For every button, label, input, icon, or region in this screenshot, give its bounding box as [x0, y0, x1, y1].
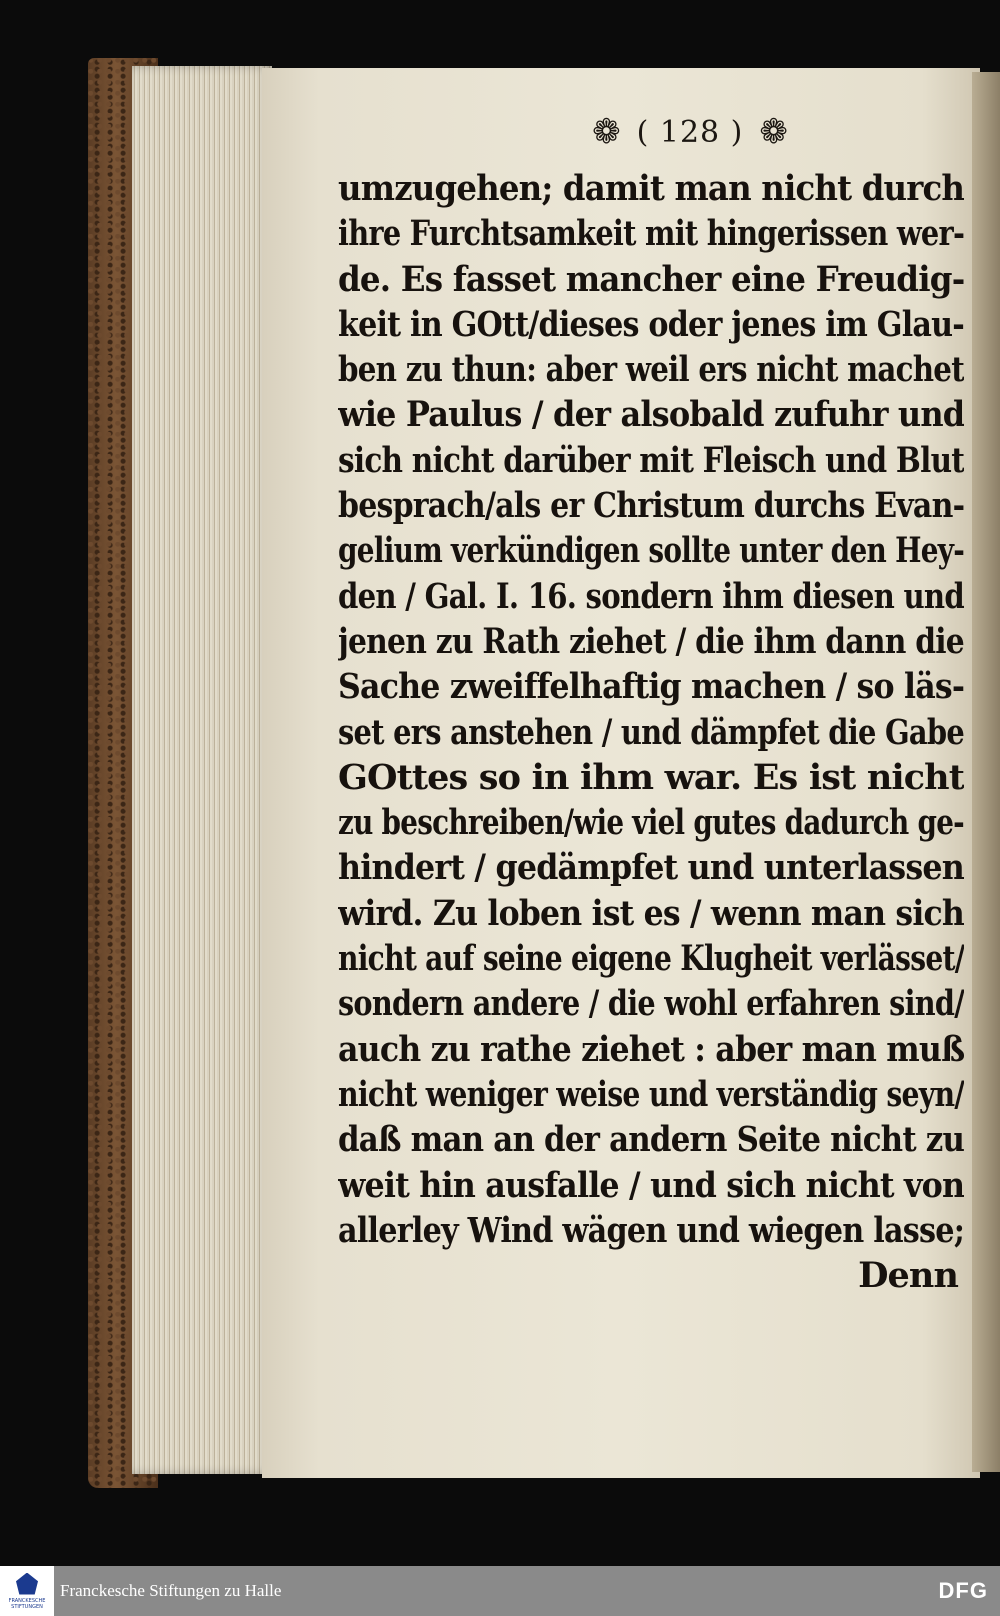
text-line: auch zu rathe ziehet : aber man muß [338, 1028, 964, 1070]
text-line: wird. Zu loben ist es / wenn man sich [338, 892, 964, 934]
text-line: den / Gal. I. 16. sondern ihm diesen und [338, 575, 964, 617]
page-stack [132, 66, 272, 1474]
text-line: wie Paulus / der alsobald zufuhr und [338, 394, 965, 436]
page-header [530, 108, 850, 156]
text-line: besprach/als er Christum durchs Evan- [338, 485, 965, 527]
text-line: ben zu thun: aber weil ers nicht machet [338, 349, 964, 391]
logo-caption: FRANCKESCHE STIFTUNGEN [8, 1597, 46, 1610]
dfg-logo[interactable]: DFG [938, 1578, 988, 1603]
text-line: nicht weniger weise und verständig seyn/ [338, 1073, 965, 1115]
flower-ornament-right-icon: ❁ [759, 112, 788, 152]
text-line: zu beschreiben/wie viel gutes dadurch ge- [338, 802, 964, 844]
page-number: ( 128 ) [636, 114, 744, 150]
footer-bar [0, 1566, 1000, 1616]
text-line: hindert / gedämpfet und unterlassen [338, 847, 964, 889]
text-line: jenen zu Rath ziehet / die ihm dann die [338, 620, 964, 662]
flower-ornament-left-icon: ❁ [592, 112, 621, 152]
text-line: nicht auf seine eigene Klugheit verlässet/ [338, 938, 965, 980]
next-page-edge [972, 72, 1000, 1472]
text-line: sondern andere / die wohl erfahren sind/ [338, 983, 964, 1025]
page-text [338, 166, 964, 1298]
institution-title[interactable]: Franckesche Stiftungen zu Halle [60, 1581, 282, 1600]
text-line: set ers anstehen / und dämpfet die Gabe [338, 711, 965, 753]
text-line: de. Es fasset mancher eine Freudig- [338, 258, 965, 300]
text-line: sich nicht darüber mit Fleisch und Blut [338, 439, 965, 481]
text-line: gelium verkündigen sollte unter den Hey- [338, 530, 965, 572]
text-line: keit in GOtt/dieses oder jenes im Glau- [338, 303, 965, 345]
text-line: daß man an der andern Seite nicht zu [338, 1119, 965, 1161]
franckesche-stiftungen-logo[interactable] [0, 1566, 54, 1616]
text-line: Sache zweiffelhaftig machen / so läs- [338, 666, 964, 708]
text-line: weit hin ausfalle / und sich nicht von [338, 1164, 964, 1206]
crest-icon [16, 1573, 38, 1595]
text-line: umzugehen; damit man nicht durch [338, 168, 964, 209]
catchword: Denn [858, 1255, 958, 1297]
text-line: GOttes so in ihm war. Es ist nicht [338, 756, 964, 798]
text-line: ihre Furchtsamkeit mit hingerissen wer- [338, 213, 964, 255]
text-line: allerley Wind wägen und wiegen lasse; [338, 1209, 964, 1251]
